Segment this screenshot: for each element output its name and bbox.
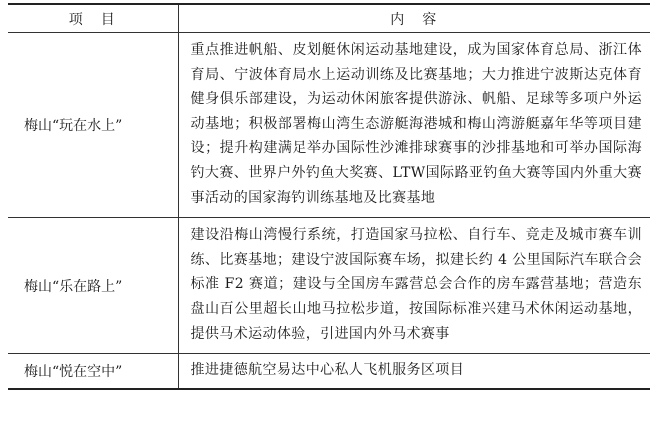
table-row: [8, 33, 650, 218]
column-header-content: 内 容: [178, 4, 650, 33]
content-table-container: [8, 3, 650, 390]
row-label: 梅山“乐在路上”: [8, 218, 178, 354]
table-row: [8, 354, 650, 389]
table-row: [8, 218, 650, 354]
row-content: 建设沿梅山湾慢行系统，打造国家马拉松、自行车、竞走及城市赛车训练、比赛基地；建设宁波国际赛车场，拟建长约 4 公里国际汽车联合会标准 F2 赛道；建设与全国房车露营总会合作的房车露营基地；营造东盘山百公里超长山地马拉松步道，按国际标准兴建马术休闲运动基地，提供马术运动体验，引进国内外马术赛事: [178, 218, 650, 354]
row-content: 推进捷德航空易达中心私人飞机服务区项目: [178, 354, 650, 389]
column-header-item: 项 目: [8, 4, 178, 33]
row-content: 重点推进帆船、皮划艇休闲运动基地建设，成为国家体育总局、浙江体育局、宁波体育局水上运动训练及比赛基地；大力推进宁波斯达克体育健身俱乐部建设，为运动休闲旅客提供游泳、帆船、足球等多项户外运动基地；积极部署梅山湾生态游艇海港城和梅山湾游艇嘉年华等项目建设；提升构建满足举办国际性沙滩排球赛事的沙排基地和可举办国际海钓大赛、世界户外钓鱼大奖赛、LTW国际路亚钓鱼大赛等国内外重大赛事活动的国家海钓训练基地及比赛基地: [178, 33, 650, 218]
row-label: 梅山“玩在水上”: [8, 33, 178, 218]
table-header-row: [8, 4, 650, 33]
row-label: 梅山“悦在空中”: [8, 354, 178, 389]
content-table: [8, 3, 650, 390]
